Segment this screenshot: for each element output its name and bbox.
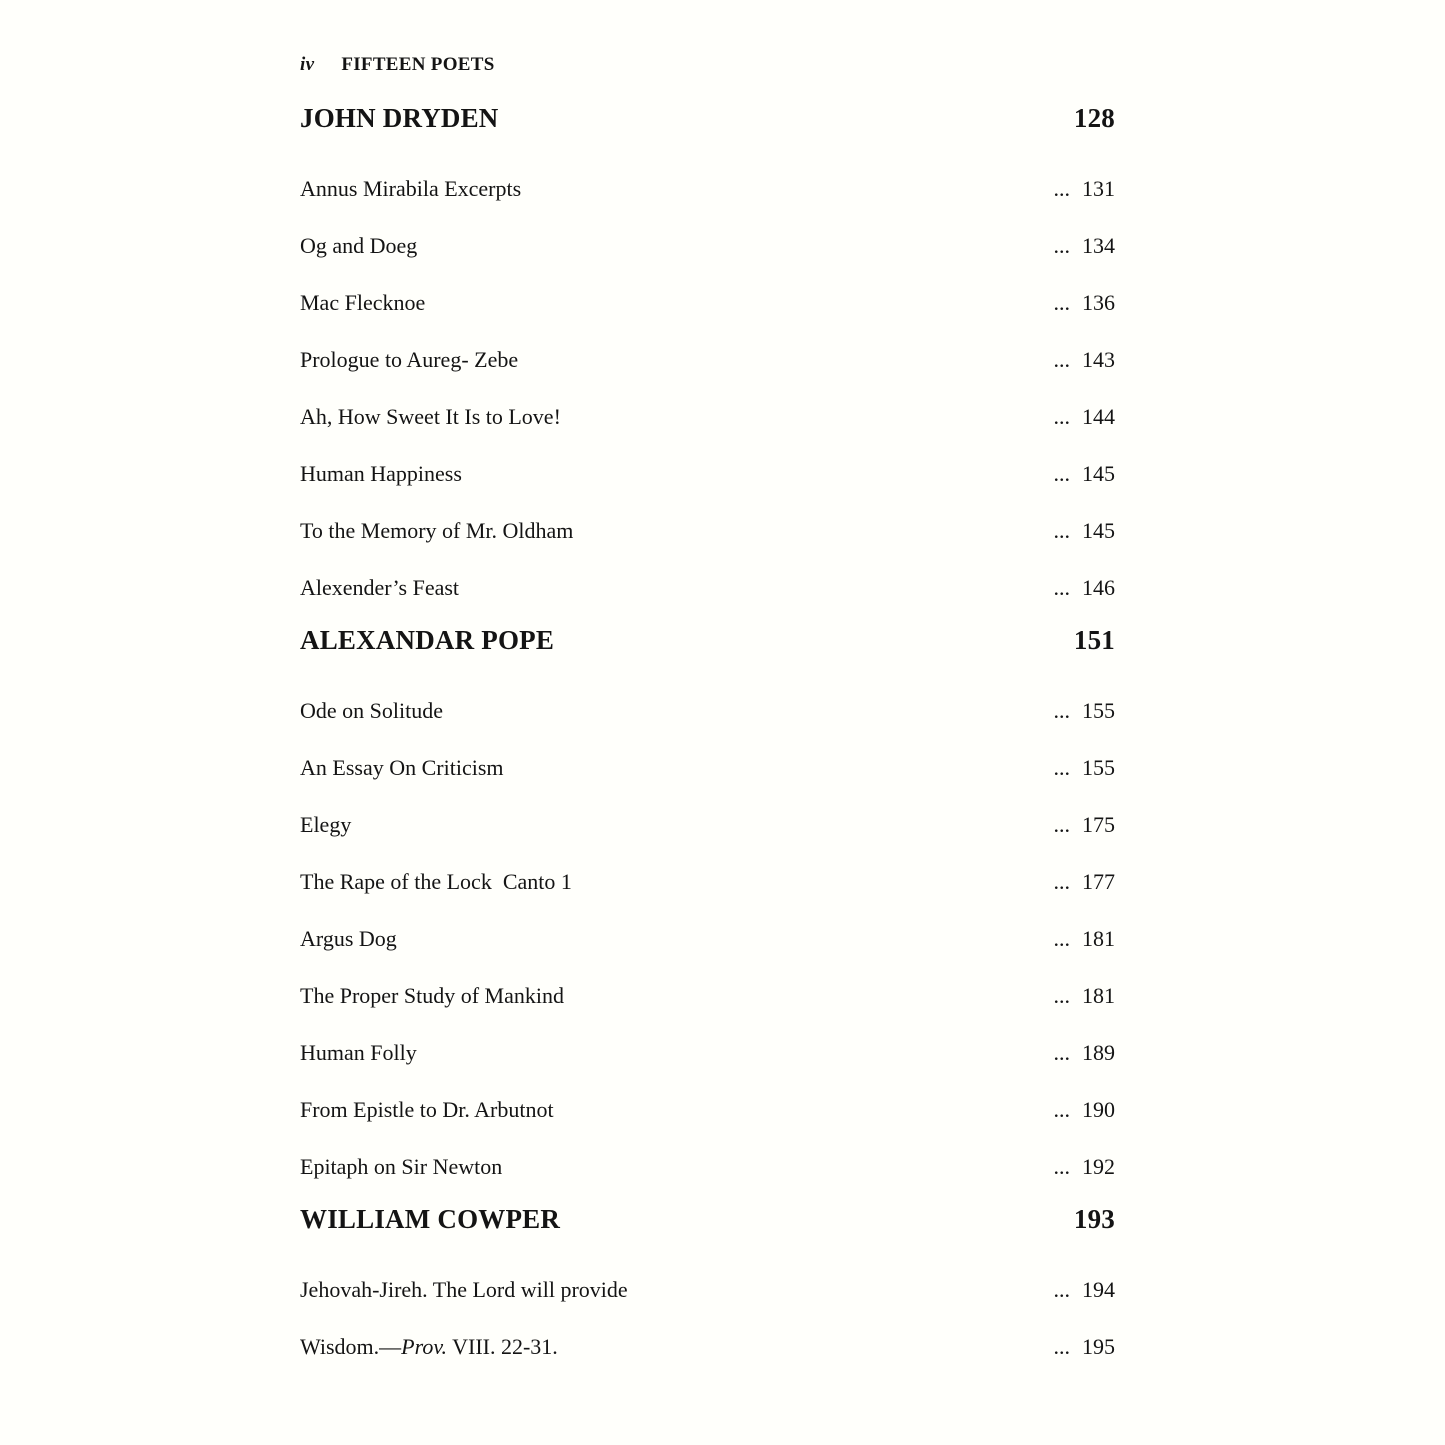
toc-entry-row: [300, 682, 1115, 739]
entry-page-number: 175: [1082, 811, 1115, 837]
entry-title: Og and Doeg: [300, 232, 418, 258]
dot-leader: ...: [1053, 1096, 1070, 1122]
toc-entry-row: [300, 1318, 1115, 1375]
dot-leader: ...: [1053, 1039, 1070, 1065]
entry-title: Argus Dog: [300, 925, 397, 951]
toc-entry-row: [300, 502, 1115, 559]
dot-leader: ...: [1053, 1333, 1070, 1359]
entry-page-number: 144: [1082, 403, 1115, 429]
entry-page-cell: [1054, 983, 1116, 1009]
entry-page-number: 192: [1082, 1153, 1115, 1179]
entry-page-number: 146: [1082, 574, 1115, 600]
running-header: [300, 52, 1115, 78]
entry-title-italic-part: Prov.: [401, 1333, 447, 1359]
dot-leader: ...: [1053, 868, 1070, 894]
entry-page-cell: [1054, 404, 1116, 430]
toc-entry-row: [300, 853, 1115, 910]
entry-title-part: VIII. 22-31.: [447, 1333, 558, 1359]
entry-page-number: 194: [1082, 1276, 1115, 1302]
section-heading-row: [300, 1191, 1115, 1248]
toc-entry-row: [300, 1138, 1115, 1195]
entry-page-cell: [1054, 1154, 1116, 1180]
entry-title: Prologue to Aureg- Zebe: [300, 346, 519, 372]
entry-page-cell: [1054, 698, 1116, 724]
toc-entry-row: [300, 445, 1115, 502]
entry-title: An Essay On Criticism: [300, 754, 504, 780]
entry-page-cell: [1054, 461, 1116, 487]
entry-title: Annus Mirabila Excerpts: [300, 175, 522, 201]
entry-page-cell: [1054, 926, 1116, 952]
entry-page-number: 189: [1082, 1039, 1115, 1065]
entry-title: Epitaph on Sir Newton: [300, 1153, 503, 1179]
section-page-cell: [1074, 103, 1115, 134]
entry-page-cell: [1054, 1040, 1116, 1066]
entry-title: Alexender’s Feast: [300, 574, 460, 600]
section-title: ALEXANDAR POPE: [300, 625, 555, 655]
entry-page-cell: [1054, 1334, 1116, 1360]
entry-page-number: 143: [1082, 346, 1115, 372]
entry-title: Elegy: [300, 811, 352, 837]
dot-leader: ...: [1053, 1276, 1070, 1302]
entry-title: Ode on Solitude: [300, 697, 443, 723]
entry-page-number: 136: [1082, 289, 1115, 315]
entry-page-number: 155: [1082, 697, 1115, 723]
entry-page-number: 145: [1082, 460, 1115, 486]
entry-title: [300, 1334, 558, 1360]
toc-entry-row: [300, 796, 1115, 853]
entry-page-cell: [1054, 176, 1116, 202]
section-title: JOHN DRYDEN: [300, 103, 499, 133]
entry-page-number: 134: [1082, 232, 1115, 258]
section-page-cell: [1074, 1204, 1115, 1235]
entry-page-cell: [1054, 518, 1116, 544]
dot-leader: ...: [1053, 517, 1070, 543]
entry-title: The Rape of the Lock Canto 1: [300, 868, 572, 894]
entry-title: Ah, How Sweet It Is to Love!: [300, 403, 561, 429]
dot-leader: ...: [1053, 175, 1070, 201]
entry-page-cell: [1054, 812, 1116, 838]
entry-page-cell: [1054, 290, 1116, 316]
dot-leader: ...: [1053, 289, 1070, 315]
dot-leader: ...: [1053, 697, 1070, 723]
entry-title: The Proper Study of Mankind: [300, 982, 564, 1008]
entry-page-cell: [1054, 233, 1116, 259]
section-page-number: 193: [1073, 1204, 1115, 1234]
toc-entry-row: [300, 388, 1115, 445]
dot-leader: ...: [1053, 925, 1070, 951]
toc-entry-row: [300, 331, 1115, 388]
entry-page-cell: [1054, 347, 1116, 373]
entry-title: Mac Flecknoe: [300, 289, 426, 315]
section-heading-row: [300, 612, 1115, 669]
toc-entry-row: [300, 739, 1115, 796]
entry-page-number: 181: [1082, 925, 1115, 951]
toc-entry-row: [300, 1024, 1115, 1081]
entry-page-number: 190: [1082, 1096, 1115, 1122]
entry-page-number: 145: [1082, 517, 1115, 543]
dot-leader: ...: [1053, 754, 1070, 780]
entry-title: Human Happiness: [300, 460, 462, 486]
entry-page-cell: [1054, 1097, 1116, 1123]
dot-leader: ...: [1053, 982, 1070, 1008]
section-page-cell: [1074, 625, 1115, 656]
dot-leader: ...: [1053, 460, 1070, 486]
toc-entry-row: [300, 967, 1115, 1024]
toc-entry-row: [300, 1261, 1115, 1318]
dot-leader: ...: [1053, 811, 1070, 837]
entry-page-number: 131: [1082, 175, 1115, 201]
entry-page-number: 181: [1082, 982, 1115, 1008]
table-of-contents: [300, 90, 1115, 1375]
entry-page-cell: [1054, 869, 1116, 895]
folio-page-number: iv: [300, 54, 315, 75]
toc-entry-row: [300, 910, 1115, 967]
entry-page-number: 195: [1082, 1333, 1115, 1359]
section-page-number: 128: [1073, 103, 1115, 133]
entry-page-number: 155: [1082, 754, 1115, 780]
entry-page-cell: [1054, 575, 1116, 601]
toc-entry-row: [300, 274, 1115, 331]
dot-leader: ...: [1053, 1153, 1070, 1179]
dot-leader: ...: [1053, 403, 1070, 429]
entry-title-part: Wisdom.—: [300, 1333, 402, 1359]
dot-leader: ...: [1053, 574, 1070, 600]
entry-title: Jehovah-Jireh. The Lord will provide: [300, 1276, 628, 1302]
toc-entry-row: [300, 1081, 1115, 1138]
toc-entry-row: [300, 217, 1115, 274]
dot-leader: ...: [1053, 346, 1070, 372]
toc-entry-row: [300, 160, 1115, 217]
section-heading-row: [300, 90, 1115, 147]
toc-entry-row: [300, 559, 1115, 616]
book-title: FIFTEEN POETS: [341, 54, 495, 75]
entry-title: To the Memory of Mr. Oldham: [300, 517, 574, 543]
entry-page-number: 177: [1082, 868, 1115, 894]
section-page-number: 151: [1073, 625, 1115, 655]
entry-title: Human Folly: [300, 1039, 417, 1065]
entry-title: From Epistle to Dr. Arbutnot: [300, 1096, 554, 1122]
entry-page-cell: [1054, 755, 1116, 781]
section-title: WILLIAM COWPER: [300, 1204, 561, 1234]
dot-leader: ...: [1053, 232, 1070, 258]
entry-page-cell: [1054, 1277, 1116, 1303]
